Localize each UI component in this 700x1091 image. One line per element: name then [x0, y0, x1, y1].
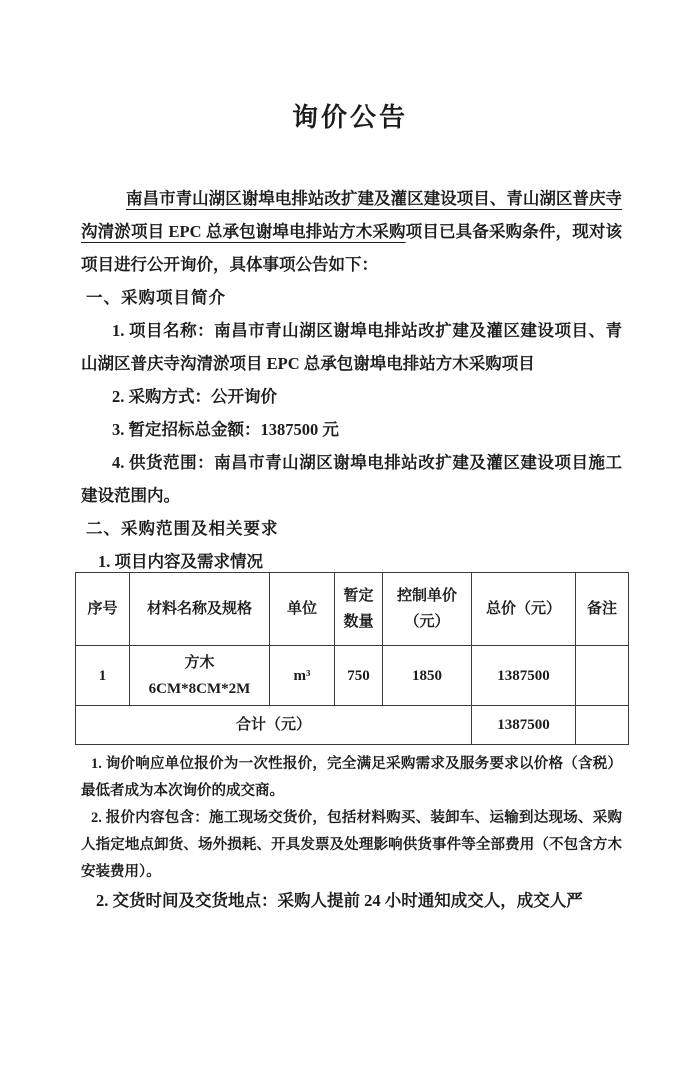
cell-qty: 750 [335, 646, 383, 706]
materials-table [75, 572, 629, 745]
intro-rest-text: 项目已具备采购条件，现对该项目进行公开询价，具体事项公告如下： [81, 222, 623, 274]
cell-material-name: 方木 6CM*8CM*2M [130, 646, 270, 706]
section2-subheading: 1. 项目内容及需求情况 [98, 552, 263, 571]
document-content [81, 182, 622, 917]
header-seq: 序号 [76, 573, 130, 646]
section1-heading: 一、采购项目简介 [86, 288, 226, 307]
document-page [0, 100, 700, 1091]
cell-seq: 1 [76, 646, 130, 706]
header-unit: 单位 [270, 573, 335, 646]
total-remark [576, 706, 629, 745]
cell-unit: m³ [270, 646, 335, 706]
table-header-row [76, 573, 629, 646]
section1-item-procurement-method: 2. 采购方式：公开询价 [112, 387, 277, 406]
note-one-time-quote: 1. 询价响应单位报价为一次性报价，完全满足采购需求及服务要求以价格（含税）最低者成为本次询价的成交商。 [81, 756, 622, 799]
note-quote-contents: 2. 报价内容包含：施工现场交货价，包括材料购买、装卸车、运输到达现场、采购人指定地点卸货、场外损耗、开具发票及处理影响供货事件等全部费用（不包含方木安装费用）。 [81, 810, 622, 880]
header-total-price: 总价（元） [472, 573, 576, 646]
table-notes [81, 751, 622, 886]
section1-item-supply-scope: 4. 供货范围：南昌市青山湖区谢埠电排站改扩建及灌区建设项目施工建设范围内。 [81, 453, 622, 505]
table-total-row [76, 706, 629, 745]
page-title: 询价公告 [291, 103, 408, 132]
intro-underlined-text: 南昌市青山湖区谢埠电排站改扩建及灌区建设项目、青山湖区普庆寺沟清淤项目 EPC 总承包谢埠电排站方木采购 [81, 189, 622, 241]
intro-paragraph [81, 182, 622, 281]
delivery-time-location-line: 2. 交货时间及交货地点：采购人提前 24 小时通知成交人，成交人严 [96, 891, 583, 910]
header-qty: 暂定数量 [335, 573, 383, 646]
cell-total-price: 1387500 [472, 646, 576, 706]
cell-unit-price: 1850 [383, 646, 472, 706]
table-row [76, 646, 629, 706]
cell-remark [576, 646, 629, 706]
section1-item-budget-amount: 3. 暂定招标总金额：1387500 元 [112, 420, 339, 439]
header-unit-price: 控制单价（元） [383, 573, 472, 646]
total-label: 合计（元） [76, 706, 472, 745]
section1-item-project-name: 1. 项目名称：南昌市青山湖区谢埠电排站改扩建及灌区建设项目、青山湖区普庆寺沟清淤项目 EPC 总承包谢埠电排站方木采购项目 [81, 321, 622, 373]
total-value: 1387500 [472, 706, 576, 745]
header-remark: 备注 [576, 573, 629, 646]
header-material-name: 材料名称及规格 [130, 573, 270, 646]
section2-heading: 二、采购范围及相关要求 [86, 519, 279, 538]
